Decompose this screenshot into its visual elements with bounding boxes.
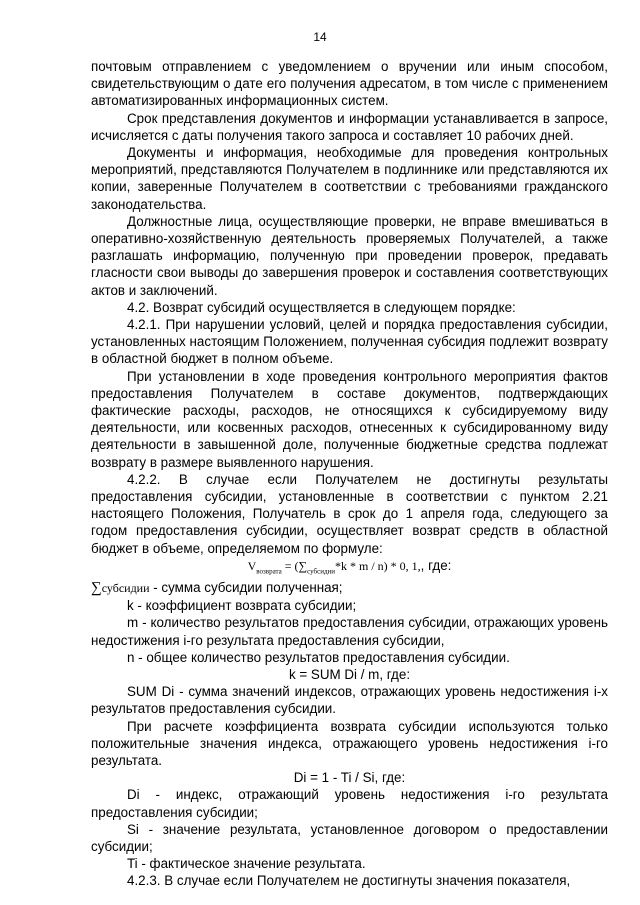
sum-definition: ∑субсидии - сумма субсидии полученная; [91, 579, 343, 596]
sum-symbol: ∑ [91, 579, 102, 596]
formula-expression: $V_{возврата} = (\sum_{субсидии}*k * m / n) * 0$, 1, [247, 558, 421, 576]
paragraph: SUM Di - сумма значений индексов, отражающих уровень недостижения i-х результатов предоставления субсидии. [91, 684, 608, 717]
formula-di: Di = 1 - Ti / Si, где: [293, 770, 406, 786]
paragraph: Документы и информация, необходимые для проведения контрольных мероприятий, представляются Получателем в подлиннике или представляются их копии, заверенные Получателем в соответствии с требованиями гражданского законодательства. [91, 145, 608, 212]
paragraph: k - коэффициент возврата субсидии; [127, 598, 357, 614]
formula-where: , где: [420, 557, 452, 573]
paragraph: 4.2.3. В случае если Получателем не достигнуты значения показателя, [127, 873, 571, 889]
document-body [91, 58, 608, 890]
paragraph: Di - индекс, отражающий уровень недостижения i-го результата предоставления субсидии; [91, 787, 608, 820]
paragraph: m - количество результатов предоставления субсидии, отражающих уровень недостижения i-го результата предоставления субсидии, [91, 615, 608, 648]
paragraph: Должностные лица, осуществляющие проверки, не вправе вмешиваться в оперативно-хозяйственную деятельность проверяемых Получателей, а также разглашать информацию, полученную при проведении проверок, предавать гласности свои выводы до завершения проверок и составления соответствующих актов и заключений. [91, 213, 608, 298]
return-formula [91, 557, 608, 579]
section-heading: 4.2. Возврат субсидий осуществляется в следующем порядке: [127, 299, 516, 315]
paragraph: 4.2.1. При нарушении условий, целей и порядка предоставления субсидии, установленных настоящим Положением, полученная субсидия подлежит возврату в областной бюджет в полном объеме. [91, 317, 608, 367]
paragraph: 4.2.2. В случае если Получателем не достигнуты результаты предоставления субсидии, установленные в соответствии с пунктом 2.21 настоящего Положения, Получатель в срок до 1 апреля года, следующего за годом предоставления субсидии, осуществляет возврат средств в областной бюджет в объеме, определяемом по формуле: [91, 471, 608, 556]
paragraph: При установлении в ходе проведения контрольного мероприятия фактов предоставления Получателем в составе документов, подтверждающих фактические расходы, расходов, не относящихся к субсидируемому виду деятельности, или косвенных расходов, отнесенных к субсидированному виду деятельности в завышенной доле, полученные бюджетные средства подлежат возврату в размере выявленного нарушения. [91, 368, 608, 470]
paragraph: При расчете коэффициента возврата субсидии используются только положительные значения индекса, отражающего уровень недостижения i-го результата. [91, 718, 608, 768]
paragraph: n - общее количество результатов предоставления субсидии. [127, 649, 510, 665]
formula-k: k = SUM Di / m, где: [288, 666, 411, 682]
paragraph: Срок представления документов и информации устанавливается в запросе, исчисляется с даты получения такого запроса и составляет 10 рабочих дней. [91, 110, 608, 143]
page-number: 14 [313, 30, 327, 44]
sum-subscript: субсидии [101, 580, 150, 595]
paragraph: Si - значение результата, установленное договором о предоставлении субсидии; [91, 821, 608, 854]
paragraph: Ti - фактическое значение результата. [127, 856, 366, 872]
paragraph: почтовым отправлением с уведомлением о вручении или иным способом, свидетельствующим о дате его получения адресатом, в том числе с применением автоматизированных информационных систем. [91, 59, 608, 109]
